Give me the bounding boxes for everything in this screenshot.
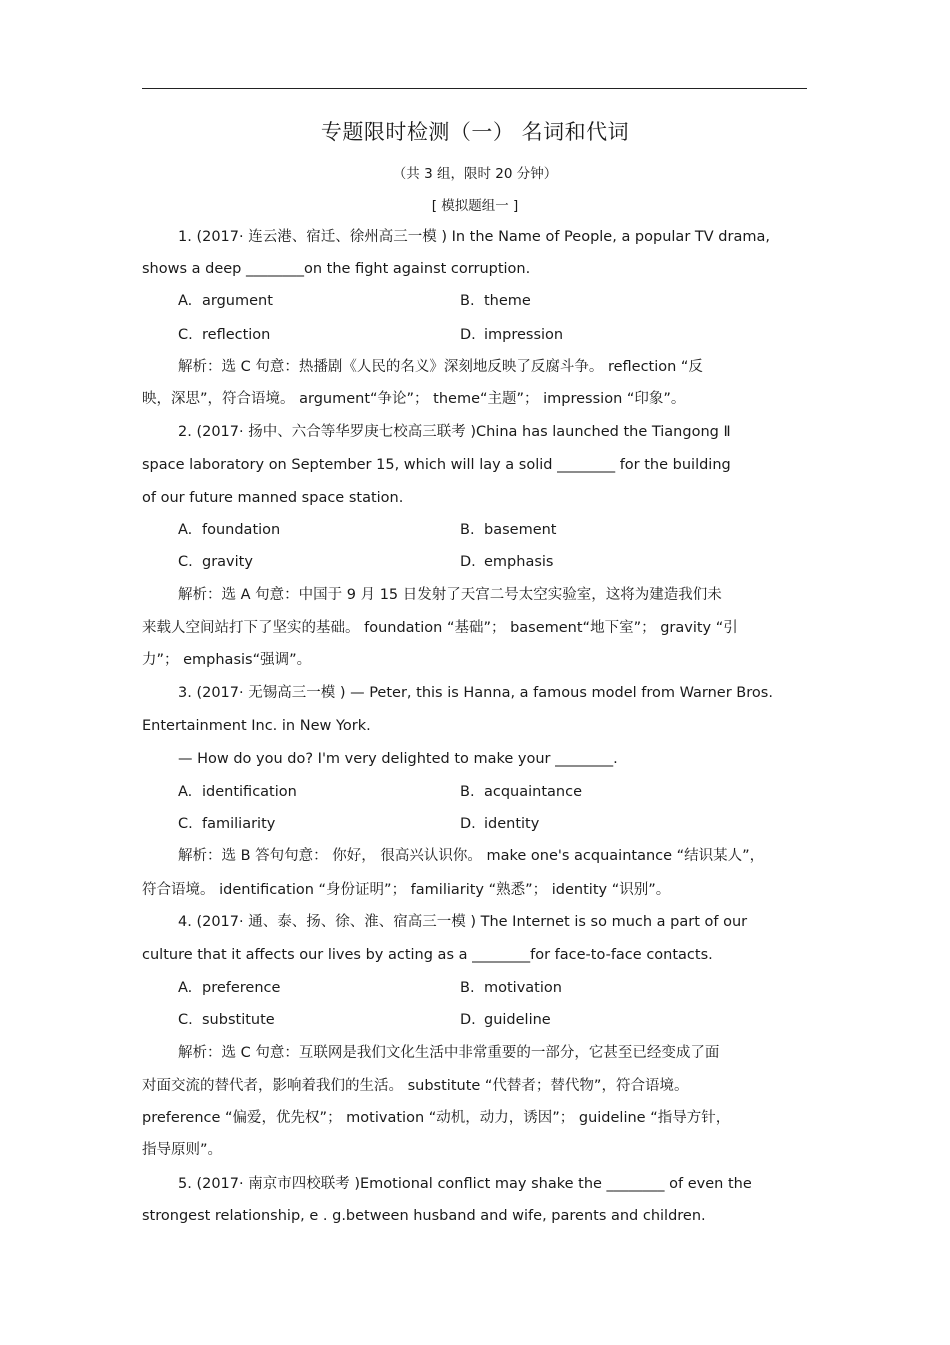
q4-option-b: B. motivation bbox=[460, 980, 562, 996]
q1-option-a: A. argument bbox=[178, 293, 273, 309]
q2-analysis-line1: 解析：选 A 句意：中国于 9 月 15 日发射了天宫二号太空实验室，这将为建造我们未 bbox=[178, 587, 722, 603]
q2-analysis-line2: 来载人空间站打下了坚实的基础。 foundation “基础”； basement“地下室”； gravity “引 bbox=[142, 620, 738, 636]
q3-option-a: A. identification bbox=[178, 784, 297, 800]
q2-stem-line2: space laboratory on September 15, which will lay a solid ________ for the building bbox=[142, 457, 731, 473]
q4-option-a: A. preference bbox=[178, 980, 281, 996]
q1-option-d: D. impression bbox=[460, 327, 564, 343]
q3-stem-line1: 3. (2017· 无锡高三一模 ) — Peter, this is Hanna, a famous model from Warner Bros. bbox=[178, 685, 773, 701]
q2-analysis-line3: 力”； emphasis“强调”。 bbox=[142, 652, 312, 668]
q3-stem-line3: — How do you do? I'm very delighted to make your ________. bbox=[178, 751, 618, 767]
q1-stem-line1: 1. (2017· 连云港、宿迁、徐州高三一模 ) In the Name of People, a popular TV drama, bbox=[178, 229, 770, 245]
q3-analysis-line1: 解析：选 B 答句句意： 你好， 很高兴认识你。 make one's acquaintance “结识某人”， bbox=[178, 848, 765, 864]
header-rule bbox=[142, 88, 807, 89]
q5-stem-line2: strongest relationship, e . g.between husband and wife, parents and children. bbox=[142, 1208, 706, 1224]
q4-option-d: D. guideline bbox=[460, 1012, 551, 1028]
q2-stem-line1: 2. (2017· 扬中、六合等华罗庚七校高三联考 )China has launched the Tiangong Ⅱ bbox=[178, 424, 731, 440]
q2-option-b: B. basement bbox=[460, 522, 557, 538]
q3-stem-line2: Entertainment Inc. in New York. bbox=[142, 718, 371, 734]
q3-analysis-line2: 符合语境。 identification “身份证明”； familiarity “熟悉”； identity “识别”。 bbox=[142, 882, 671, 898]
page-title: 专题限时检测（一） 名词和代词 bbox=[320, 120, 630, 144]
q4-analysis-line3: preference “偏爱，优先权”； motivation “动机，动力，诱因”； guideline “指导方针， bbox=[142, 1110, 731, 1126]
q2-stem-line3: of our future manned space station. bbox=[142, 490, 404, 506]
q4-stem-line1: 4. (2017· 通、泰、扬、徐、淮、宿高三一模 ) The Internet is so much a part of our bbox=[178, 914, 748, 930]
page-subtitle: （共 3 组，限时 20 分钟） bbox=[392, 166, 558, 182]
q4-analysis-line2: 对面交流的替代者，影响着我们的生活。 substitute “代替者；替代物”，符合语境。 bbox=[142, 1078, 689, 1094]
q3-option-c: C. familiarity bbox=[178, 816, 276, 832]
q4-option-c: C. substitute bbox=[178, 1012, 275, 1028]
q5-stem-line1: 5. (2017· 南京市四校联考 )Emotional conflict may shake the ________ of even the bbox=[178, 1176, 752, 1192]
group-heading: [ 模拟题组一 ] bbox=[431, 198, 519, 214]
q1-option-b: B. theme bbox=[460, 293, 531, 309]
q4-analysis-line1: 解析：选 C 句意：互联网是我们文化生活中非常重要的一部分，它甚至已经变成了面 bbox=[178, 1045, 720, 1061]
q1-analysis-line2: 映，深思”，符合语境。 argument“争论”； theme“主题”； impression “印象”。 bbox=[142, 391, 686, 407]
q1-stem-line2: shows a deep ________on the fight against corruption. bbox=[142, 261, 531, 277]
q2-option-d: D. emphasis bbox=[460, 554, 554, 570]
q4-stem-line2: culture that it affects our lives by acting as a ________for face-to-face contacts. bbox=[142, 947, 713, 963]
q1-analysis-line1: 解析：选 C 句意：热播剧《人民的名义》深刻地反映了反腐斗争。 reflection “反 bbox=[178, 359, 703, 375]
q2-option-c: C. gravity bbox=[178, 554, 253, 570]
q2-option-a: A. foundation bbox=[178, 522, 281, 538]
q4-analysis-line4: 指导原则”。 bbox=[142, 1142, 223, 1158]
q3-option-b: B. acquaintance bbox=[460, 784, 583, 800]
q1-option-c: C. reflection bbox=[178, 327, 271, 343]
q3-option-d: D. identity bbox=[460, 816, 540, 832]
